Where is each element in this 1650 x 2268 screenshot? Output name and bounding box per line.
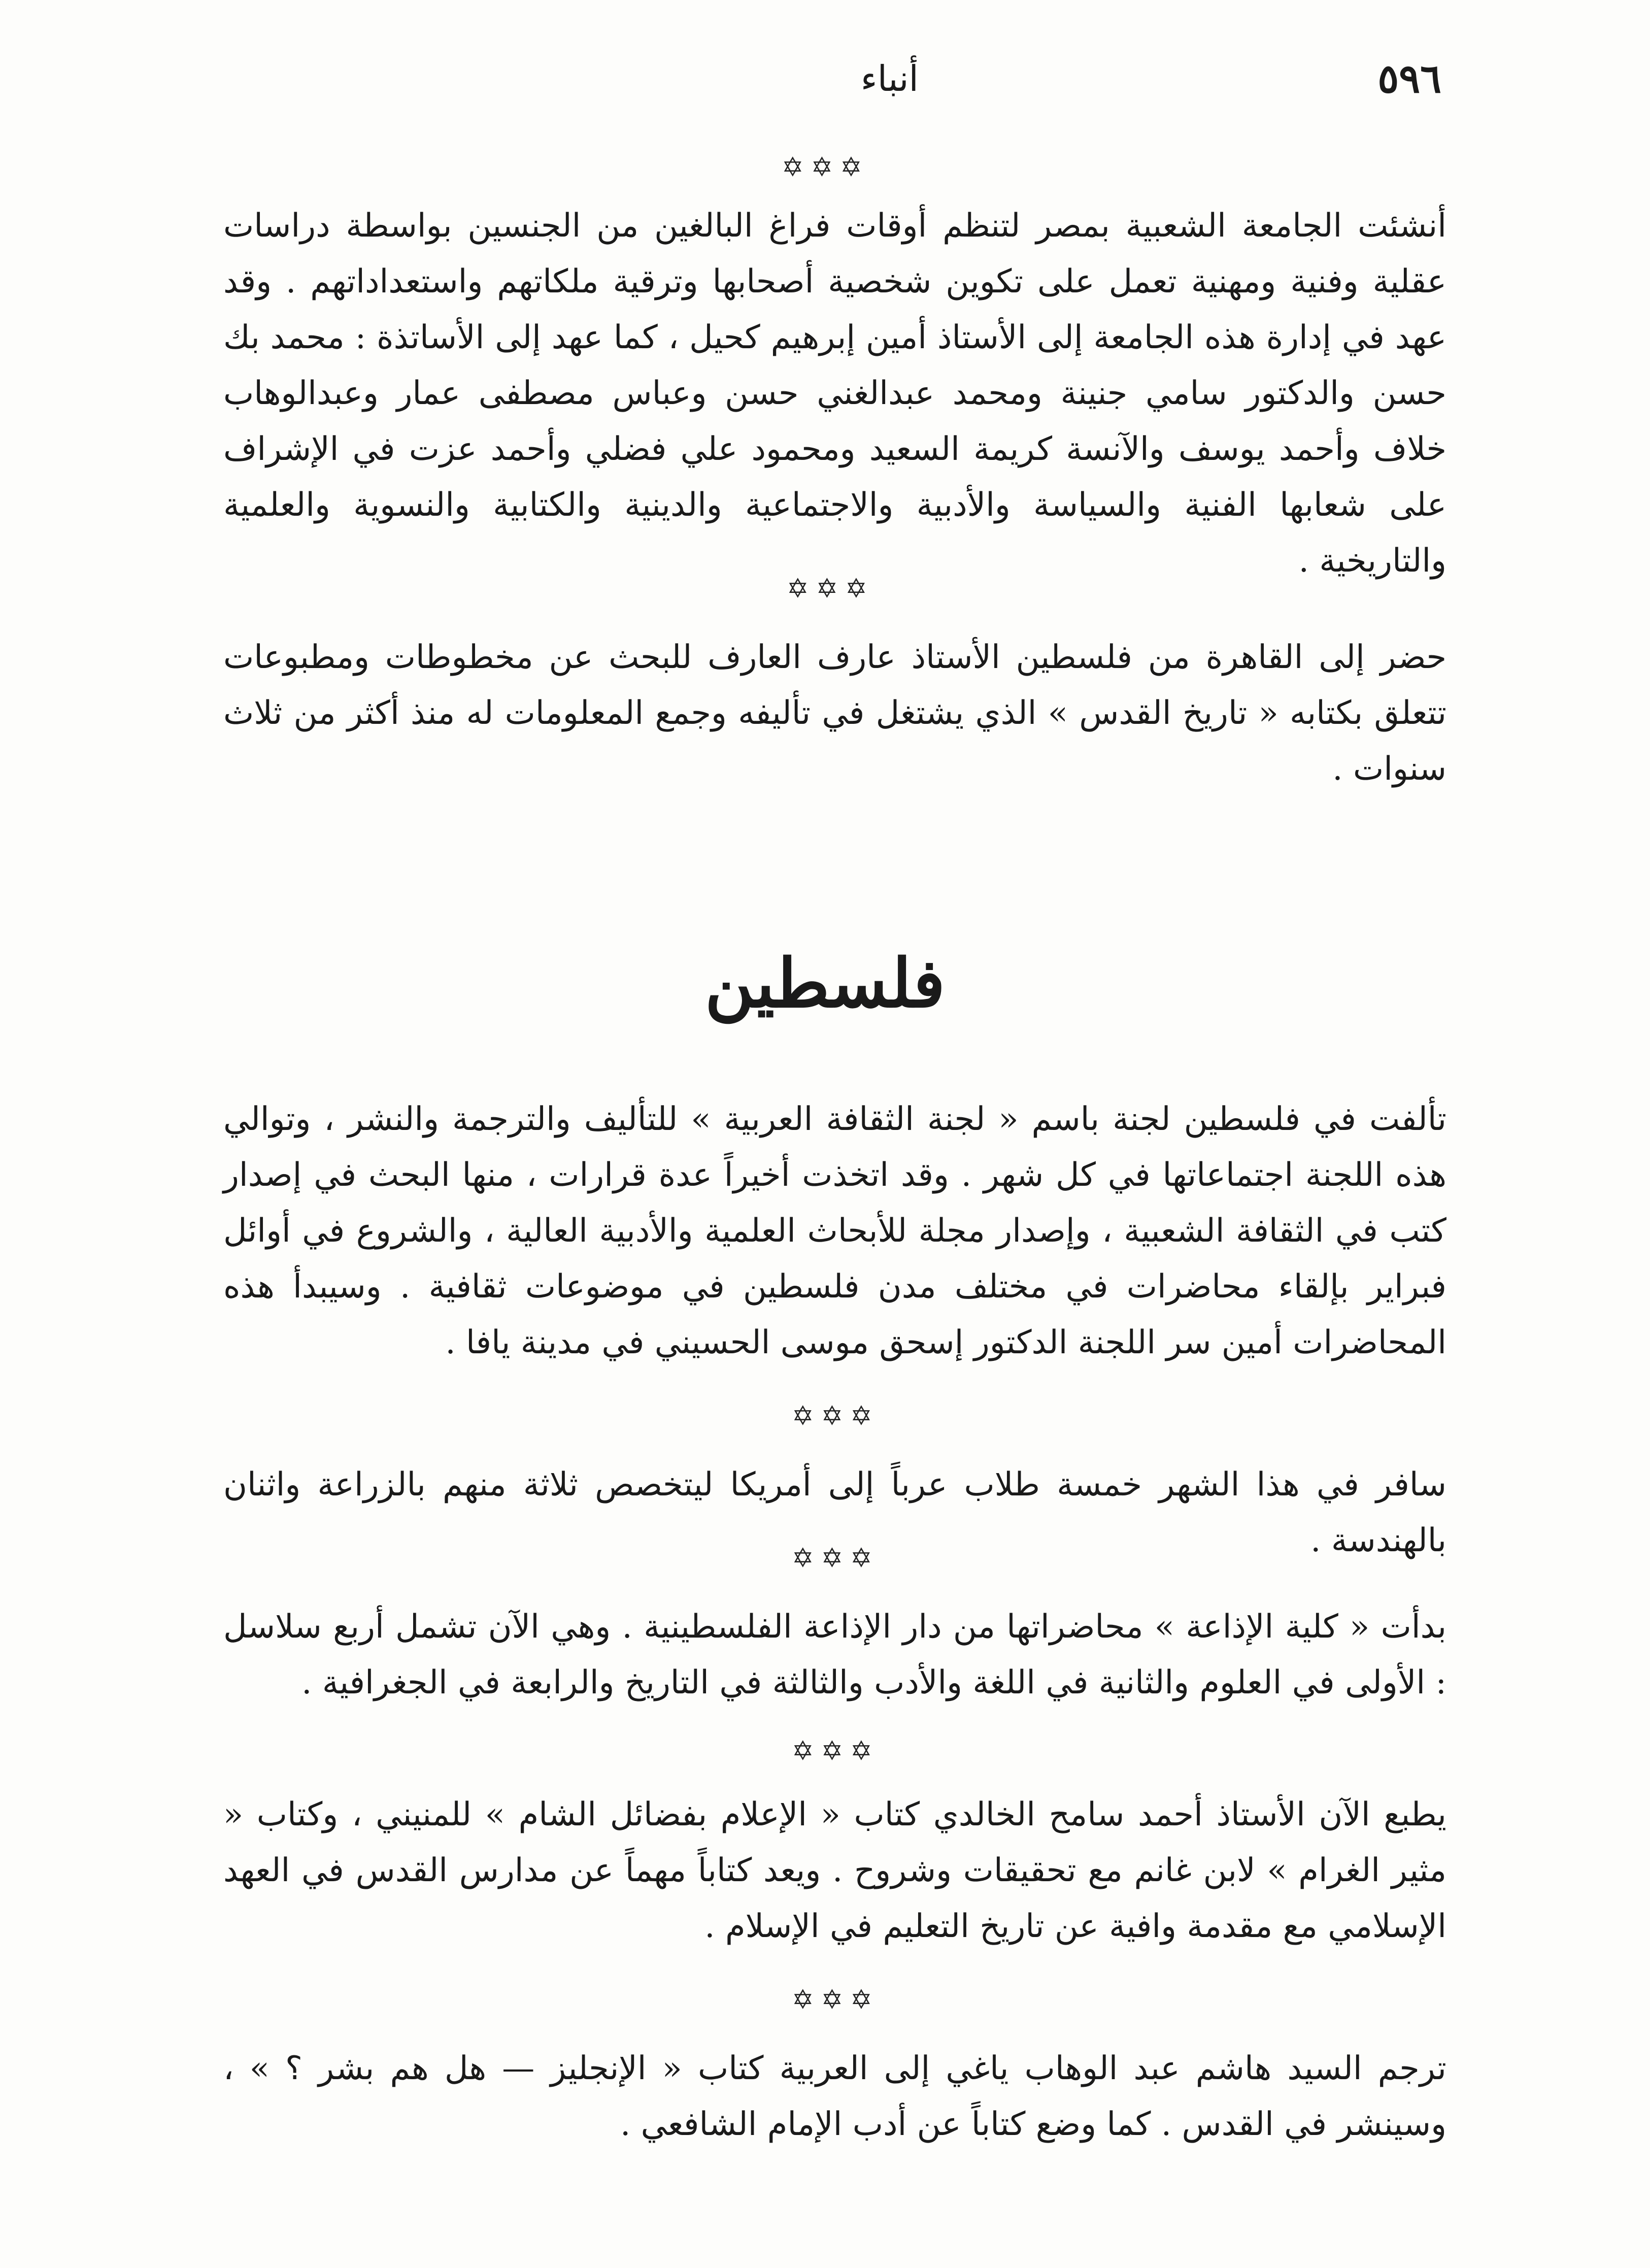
separator-stars: ✡✡✡ bbox=[792, 1543, 880, 1574]
separator-stars: ✡✡✡ bbox=[792, 1401, 880, 1431]
news-paragraph-khalidi-books: يطبع الآن الأستاذ أحمد سامح الخالدي كتاب « الإعلام بفضائل الشام » للمنيني ، وكتاب « مثير الغرام » لابن غانم مع تحقيقات وشروح . ويعد كتاباً مهماً عن مدارس القدس في العهد الإسلامي مع مقدمة وافية عن تاريخ التعليم في الإسلام . bbox=[223, 1796, 1446, 1945]
news-paragraph-yaghi-translation: ترجم السيد هاشم عبد الوهاب ياغي إلى العربية كتاب « الإنجليز — هل هم بشر ؟ » ، وسينشر في القدس . كما وضع كتاباً عن أدب الإمام الشافعي . bbox=[223, 2050, 1446, 2143]
news-paragraph-broadcasting-college: بدأت « كلية الإذاعة » محاضراتها من دار الإذاعة الفلسطينية . وهي الآن تشمل أربع سلاسل : الأولى في العلوم والثانية في اللغة والأدب والثالثة في التاريخ والرابعة في الجغرافية . bbox=[223, 1608, 1447, 1702]
page-number: ٥٩٦ bbox=[1377, 56, 1441, 102]
section-title-palestine: فلسطين bbox=[704, 944, 946, 1023]
news-paragraph-arab-culture-committee: تألفت في فلسطين لجنة باسم « لجنة الثقافة العربية » للتأليف والترجمة والنشر ، وتوالي هذه اللجنة اجتماعاتها في كل شهر . وقد اتخذت أخيراً عدة قرارات ، منها البحث في إصدار كتب في الثقافة الشعبية ، وإصدار مجلة للأبحاث العلمية والأدبية العالية ، والشروع في أوائل فبراير بإلقاء محاضرات في مختلف مدن فلسطين في موضوعات ثقافية . وسيبدأ هذه المحاضرات أمين سر اللجنة الدكتور إسحق موسى الحسيني في مدينة يافا . bbox=[223, 1100, 1446, 1361]
running-title: أنباء bbox=[860, 58, 919, 99]
separator-stars: ✡✡✡ bbox=[792, 1736, 880, 1766]
separator-stars: ✡✡✡ bbox=[782, 152, 869, 183]
news-paragraph-popular-university: أنشئت الجامعة الشعبية بمصر لتنظم أوقات فراغ البالغين من الجنسين بواسطة دراسات عقلية وفنية ومهنية تعمل على تكوين شخصية أصحابها وترقية ملكاتهم واستعداداتهم . وقد عهد في إدارة هذه الجامعة إلى الأستاذ أمين إبرهيم كحيل ، كما عهد إلى الأساتذة : محمد بك حسن والدكتور سامي جنينة ومحمد عبدالغني حسن وعباس مصطفى عمار وعبدالوهاب خلاف وأحمد يوسف والآنسة كريمة السعيد ومحمود علي فضلي وأحمد عزت في الإشراف على شعابها الفنية والسياسة والأدبية والاجتماعية والدينية والكتابية والنسوية والعلمية والتاريخية . bbox=[223, 207, 1447, 580]
news-paragraph-aref-al-aref: حضر إلى القاهرة من فلسطين الأستاذ عارف العارف للبحث عن مخطوطات ومطبوعات تتعلق بكتابه « تاريخ القدس » الذي يشتغل في تأليفه وجمع المعلومات له منذ أكثر من ثلاث سنوات . bbox=[223, 639, 1446, 788]
separator-stars: ✡✡✡ bbox=[787, 574, 874, 604]
page-header bbox=[223, 56, 1441, 112]
separator-stars: ✡✡✡ bbox=[792, 1985, 880, 2015]
news-paragraph-students-america: سافر في هذا الشهر خمسة طلاب عرباً إلى أمريكا ليتخصص ثلاثة منهم بالزراعة واثنان بالهندسة . bbox=[223, 1466, 1446, 1559]
